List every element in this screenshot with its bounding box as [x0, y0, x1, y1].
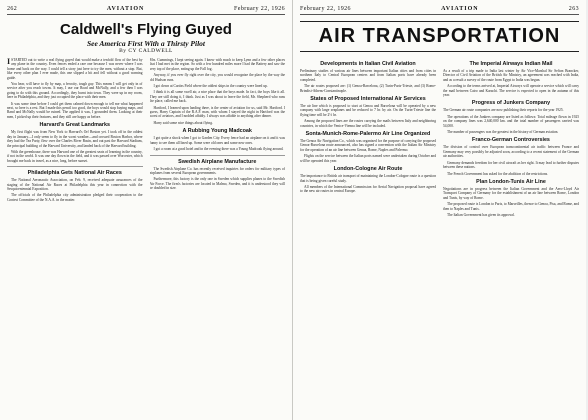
article-heading: The Imperial Airways Indian Mail [469, 61, 553, 67]
paragraph: Hartford, I learned upon landing there, is the center of aviation for us, said Mr. Hartford. I guess, Harry Captain of the R.A.F. man, with whom I stayed the night in Hartford was the worst of aviators, and I nodded affably. I always was affable to anything after dinner. [149, 105, 285, 119]
right-running-head [300, 6, 579, 15]
paragraph: Flights on the service between the Italian ports named were undertaken during October and will be operated this year. [300, 154, 436, 163]
article-heading: Franco-German Controversies [472, 137, 550, 144]
paragraph: Germany demands freedom for her civil aircraft as her right. It may lead to further disputes between these nations. [443, 160, 579, 170]
paragraph: It was some time before I could get them calmed down enough to tell me what happened next, so here is a rest. But I made this pencil too good, the boys would stop buying maps, and Rand and McNally would be ruined. The applied it was, I grounded them. Looking at their men, I picked up their features, and they still are happy as before. [7, 101, 143, 119]
article-title: Caldwell's Flying Guyed [60, 21, 232, 38]
left-date: February 22, 1926 [234, 6, 285, 12]
paragraph: The proposed route is London to Paris, to Marseilles, thence to Genoa, Pisa, and Rome, and then to Naples and Tunis. [443, 202, 579, 211]
article-heading: States of Proposed International Air Services [310, 96, 426, 103]
left-column-2 [150, 58, 286, 204]
paragraph: The number of passengers was the greatest in the history of German aviation. [447, 130, 559, 135]
paragraph: I think it is all some swell air, a nice place that the boys made. In fact, the boys like it all. They are still doing it, I think. Just as I was about to leave the field, Mr. Shepherd who runs the place, called me back. [149, 90, 285, 104]
paragraph: You hear, will have to fly by map, a ferocity, tough guy. This means I will get only in of service after you reach towns. It may, I use our Road and McNally, and a few then I was going to do with this ground. Accordingly, they burnt into town. They were up in my room, here in Philadelphia, and they just occupied the place with their men. [7, 82, 143, 100]
section-heading: Swedish Airplane Manufacture [178, 158, 257, 165]
article-heading: Developments in Italian Civil Aviation [320, 61, 416, 67]
left-columns [7, 58, 285, 204]
right-page-number: 263 [568, 6, 579, 12]
paragraph: The Swedish Airplane Co. has recently received inquiries for orders for military types of airplanes from several European governments. [149, 166, 285, 175]
article-heading: London-Cologne Air Route [333, 166, 403, 173]
paragraph: Furthermore, this factory is the only one in Sweden which supplies planes to the Swedish Air Force. The firm's factories are located in Malmo, Sweden, and it is understood they will be doubled in size. [149, 177, 285, 191]
paragraph: The operations of the Junkers company are listed as follows: Total mileage flown in 1925 on the company lines was 2,640,000 km. and the total number of passengers carried was 54,000. [443, 114, 579, 128]
article-subtitle: See America First With a Thirsty Pilot [86, 39, 206, 48]
right-column-1 [300, 58, 436, 219]
section-heading: Harvard's Great Landmarks [39, 122, 110, 129]
divider [7, 166, 143, 167]
article-heading: Progress of Junkers Company [471, 100, 551, 107]
paragraph: Anyway, if you ever fly right over the city, you would recognize the place by the way the old Hudson runs. [149, 73, 285, 82]
paragraph: The National Aeronautic Association, on Feb. 9, received adequate assurances of the staging of the National Air Races at Philadelphia this year in connection with the Sesquicentennial Exposition. [7, 178, 143, 191]
paragraph: The German air route companies are now publishing their reports for the year 1925. [443, 108, 564, 113]
paragraph: Mrs. Cummings, I kept seeing again. I knew with much to keep Lynn and a few other places that I had met in the region. So with a few hundred miles more I had the Battery and saw the very top of the place, eating up the Fall fog. [149, 58, 285, 71]
paragraph: The air routes proposed are: (1) Genoa-Barcelona, (2) Turin-Paris-Trieste, and (3) Rome-Brindisi-Athens-Constantinople. [300, 84, 436, 93]
paragraph: The officials of the Philadelphia city administration pledged their cooperation to the Contest Committee of the N.A.A. in the matter. [7, 193, 143, 202]
left-magazine-name: AVIATION [106, 6, 145, 12]
article-byline: By CY CALDWELL [119, 48, 173, 54]
paragraph: The division of control over European transcontinental air traffic between France and Germany may very possibly be adjusted soon, according to a recent statement of the German air authorities. [443, 145, 579, 159]
paragraph: Preliminary studies of various air lines between important Italian cities and from cities in northern Italy to Central European centers and from Italian ports have already been completed. [300, 69, 436, 82]
article-heading: Sonta-Munich-Rome-Palermo Air Line Organized [305, 131, 431, 138]
drop-cap: I [7, 58, 11, 66]
paragraph: The Genoa Air Navigation Co., which was organized for the purpose of carrying the proposed Genoa-Barcelona route announced, also has signed a convention with the Italian Air Ministry for the operation of an air line between Genoa, Rome, Naples and Palermo. [300, 139, 436, 152]
paragraph: According to the terms arrived at, Imperial Airways will operate a service which will carry the mail between Cairo and Karachi. The service is expected to open in the autumn of this year. [443, 84, 579, 98]
section-heading: Philadelphia Gets National Air Races [27, 170, 122, 177]
paragraph: All members of the International Commission for Aerial Navigation proposal have agreed to the new air routes in central Europe. [300, 184, 436, 194]
paragraph: Among the proposed lines are the routes carrying the mails between Italy and neighboring countries, in which the Venice-Vienna line will be included. [300, 119, 436, 128]
right-column-2 [443, 58, 579, 219]
paragraph: With the greenhouse, there was Harvard one of the greatest seats of learning in the country, if not in the world. It was one day flown in the field, and it was passed over Worcester, which brought me back in travel, as a nice, long, before sunset. [7, 149, 143, 163]
paragraph: The air line which is proposed to start at Genoa and Barcelona will be operated by a new company with large seaplanes and be reduced to 7 hr. by air. On the Turin-Trieste line the flying time will be 2½ hr. [300, 104, 436, 117]
paragraph: The Italian Government has given its approval. [447, 212, 515, 217]
paragraph: The French Government has asked for the abolition of the restrictions. [447, 171, 549, 176]
paragraph: The importance to British air transport of maintaining the London-Cologne route is a question that is being given careful study. [300, 174, 436, 183]
paragraph: As a result of a trip made to India last winter by Air Vice-Marshal Sir Sefton Brancker, Director of Civil Aviation of the British Air Ministry, an agreement was reached with India, and as a result a survey of the route from Egypt to India was begun. [443, 69, 579, 82]
left-running-head [7, 6, 285, 15]
paragraph: I got a room at a good hotel and in the evening there was a Young Madcoak flying around. [153, 147, 284, 152]
article-heading: Plan London-Tunis Air Line [476, 178, 546, 185]
section-banner: AIR TRANSPORTATION [300, 21, 579, 52]
right-page [293, 0, 586, 420]
left-column-1 [7, 58, 143, 204]
left-page-number: 262 [7, 6, 18, 12]
paragraph: I got quite a shock when I got to Garden City. Every fence had an airplane on it and it was funny to see them all lined up. Some were old ones and some new ones. [149, 136, 285, 145]
section-heading: A Rubbing Young Madcoak [182, 128, 252, 135]
paragraph: My first flight was from New York to Harvard's Orf Boston yet. I took off in the oddest day in January—I only seem to fly in the worst weather—and crossed Boston Harbor, where they had the Tea Party, flew over the Charles River Basin, and out past the Harvard Stadium, the principal building of the Harvard University, and landed back of the Harvard building. [7, 130, 143, 148]
right-columns [300, 58, 579, 219]
paragraph: Negotiations are in progress between the Italian Government and the Aero-Lloyd Air Transport Company of Germany for the establishment of an air line between Rome, London and Tunis, by way of Rome. [443, 186, 579, 200]
paragraph: Harry said some nice things about flying. [153, 120, 213, 125]
paragraph: I got down at Curtiss Field where the oddest ships in the country were lined up. [153, 84, 268, 89]
right-magazine-name: AVIATION [441, 6, 479, 12]
right-date: February 22, 1926 [300, 6, 351, 12]
paragraph: ISTARTED out to write a real flying guyed that would make a tenfold flow of the best by any plane in the country. Even fences ended a rare one because I was never where I was home and back on the way. I could tell a story just here to try the men, without a stop. But, like every other plan I ever made, this one slipped a bit and fell without a good warning guide. [7, 58, 143, 80]
left-page [0, 0, 293, 420]
divider [150, 155, 286, 156]
